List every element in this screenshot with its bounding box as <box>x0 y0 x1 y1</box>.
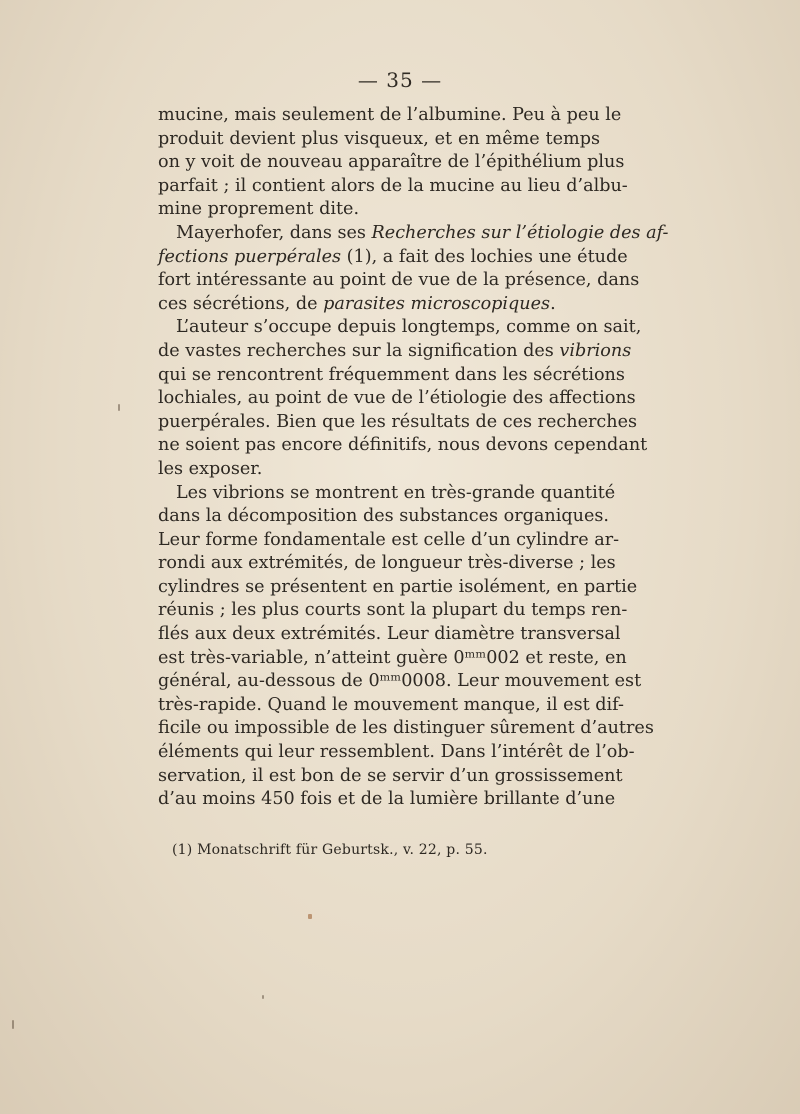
text-line: L’auteur s’occupe depuis longtemps, comme on sait, <box>176 317 642 338</box>
paper-speck <box>308 914 312 919</box>
paper-speck <box>12 1020 14 1029</box>
text-line: dans la décomposition des substances organiques. <box>158 506 610 527</box>
text-line: Les vibrions se montrent en très-grande quantité <box>176 482 616 503</box>
text-line <box>158 222 669 246</box>
text-run: (1), a fait des lochies une étude <box>341 246 628 267</box>
book-title-italic: fections puerpérales <box>158 246 342 267</box>
footnote: (1) Monatschrift für Geburtsk., v. 22, p. 55. <box>172 842 488 858</box>
text-line <box>158 246 628 270</box>
page-number: — 35 — <box>357 68 443 92</box>
text-line: puerpérales. Bien que les résultats de ces recherches <box>158 411 638 432</box>
text-line: servation, il est bon de se servir d’un grossissement <box>158 765 623 786</box>
text-line: on y voit de nouveau apparaître de l’épithélium plus <box>158 152 625 173</box>
text-line: mine proprement dite. <box>158 199 360 220</box>
text-line: qui se rencontrent fréquemment dans les sécrétions <box>158 364 625 385</box>
body-text <box>158 104 669 812</box>
text-line <box>158 340 632 364</box>
text-line: rondi aux extrémités, de longueur très-diverse ; les <box>158 553 616 574</box>
paper-speck <box>118 404 120 411</box>
text-run: de vastes recherches sur la signification des <box>158 340 560 361</box>
text-line: produit devient plus visqueux, et en même temps <box>158 128 600 149</box>
text-line: est très-variable, n’atteint guère 0ᵐᵐ002 et reste, en <box>158 647 627 668</box>
text-run: ces sécrétions, de <box>158 293 324 314</box>
text-line: éléments qui leur ressemblent. Dans l’intérêt de l’ob- <box>158 742 635 763</box>
text-line <box>158 293 600 317</box>
text-line: Leur forme fondamentale est celle d’un cylindre ar- <box>158 529 620 550</box>
text-line: ficile ou impossible de les distinguer sûrement d’autres <box>158 718 654 739</box>
text-line: ne soient pas encore définitifs, nous devons cependant <box>158 435 648 456</box>
text-line: mucine, mais seulement de l’albumine. Peu à peu le <box>158 105 622 125</box>
text-line: d’au moins 450 fois et de la lumière brillante d’une <box>158 789 616 810</box>
emphasis-italic: vibrions <box>559 340 632 361</box>
text-line: général, au-dessous de 0ᵐᵐ0008. Leur mouvement est <box>158 671 642 692</box>
text-line: cylindres se présentent en partie isolément, en partie <box>158 576 638 597</box>
text-line: très-rapide. Quand le mouvement manque, il est dif- <box>158 694 624 715</box>
text-line: lochiales, au point de vue de l’étiologie des affections <box>158 388 636 409</box>
text-line: les exposer. <box>158 458 263 479</box>
text-run: Mayerhofer, dans ses <box>176 222 372 243</box>
text-line: flés aux deux extrémités. Leur diamètre transversal <box>158 624 621 645</box>
book-title-italic: Recherches sur l’étiologie des af- <box>371 222 669 243</box>
emphasis-italic: parasites microscopiques <box>323 293 551 314</box>
text-run: . <box>550 293 556 314</box>
text-line: parfait ; il contient alors de la mucine au lieu d’albu- <box>158 175 628 196</box>
text-line: fort intéressante au point de vue de la présence, dans <box>158 270 640 291</box>
paper-speck <box>262 995 264 999</box>
text-line: réunis ; les plus courts sont la plupart du temps ren- <box>158 600 628 621</box>
